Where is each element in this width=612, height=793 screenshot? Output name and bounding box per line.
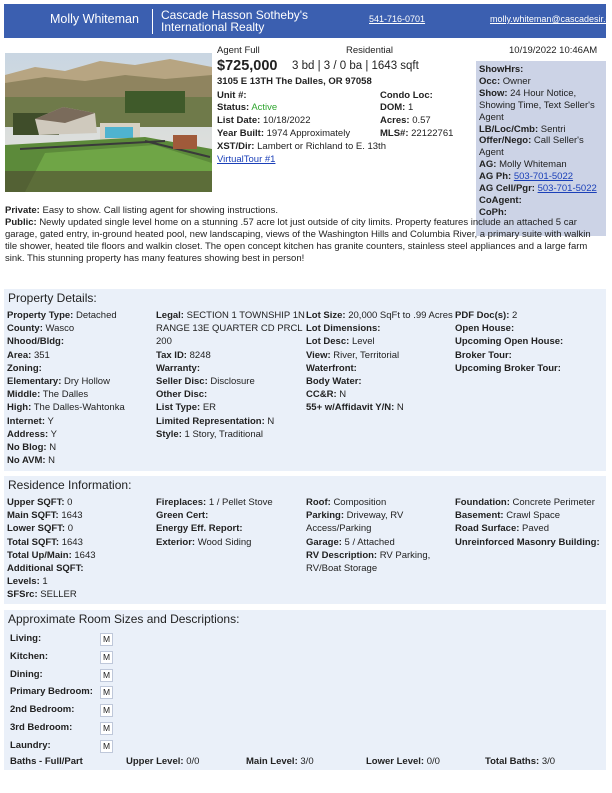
detail-row: Upper SQFT: 0 <box>7 497 73 508</box>
room-level-dining: M <box>100 669 113 682</box>
residence-col1 <box>7 496 157 602</box>
detail-row: View: River, Territorial <box>306 349 400 361</box>
list-date-value: 10/18/2022 <box>262 115 311 126</box>
detail-row: Upcoming Broker Tour: <box>455 362 561 374</box>
room-level-2nd-bedroom: M <box>100 704 113 717</box>
dom-value: 1 <box>407 102 414 113</box>
page-header <box>4 4 611 38</box>
basement-label: Basement: <box>455 510 504 522</box>
ag-ph-label: AG Ph: <box>479 171 512 183</box>
detail-row: Lot Desc: Level <box>306 336 375 348</box>
legal-label: Legal: <box>156 310 184 321</box>
detail-row: Levels: 1 <box>7 576 48 588</box>
status-label: Status: <box>217 102 250 113</box>
room-row-dining: Dining: <box>10 669 43 680</box>
detail-row: Seller Disc: Disclosure <box>156 376 255 388</box>
detail-row: SFSrc: SELLER <box>7 589 77 601</box>
detail-row: CC&R: N <box>306 389 347 401</box>
detail-row: Exterior: Wood Siding <box>156 536 252 548</box>
offer-value: Call Seller's Agent <box>479 135 584 159</box>
mls-value: 22122761 <box>411 128 454 139</box>
property-photo-image <box>5 53 212 192</box>
property-details-col1 <box>7 309 157 467</box>
dom-field <box>380 102 413 113</box>
private-label: Private: <box>5 205 40 216</box>
detail-row: Upcoming Open House: <box>455 336 564 348</box>
lb-label: LB/Loc/Cmb: <box>479 123 539 135</box>
lot-size-row <box>306 309 454 322</box>
property-address: 3105 E 13TH The Dalles, OR 97058 <box>217 76 372 87</box>
room-level-primary-bedroom: M <box>100 686 113 699</box>
baths-main: Main Level: 3/0 <box>246 756 314 767</box>
rv-value: RV Parking, RV/Boat Storage <box>306 549 431 575</box>
room-row-laundry: Laundry: <box>10 740 51 751</box>
status-field <box>217 102 277 113</box>
foundation-row <box>455 496 603 509</box>
acres-field <box>380 115 431 126</box>
list-date-field <box>217 115 310 126</box>
condo-label: Condo Loc: <box>380 90 433 101</box>
list-date-label: List Date: <box>217 115 261 126</box>
detail-row: Middle: The Dalles <box>7 389 89 401</box>
detail-row: County: Wasco <box>7 323 75 335</box>
legal-row <box>156 309 306 349</box>
basement-value: Crawl Space <box>506 510 561 522</box>
ag-phone-link[interactable]: 503-701-5022 <box>513 171 574 183</box>
status-badge: Active <box>251 102 278 113</box>
baths-label: Baths - Full/Part <box>10 756 83 767</box>
rv-label: RV Description: <box>306 549 378 561</box>
remarks <box>5 205 605 265</box>
detail-row: Property Type: Detached <box>7 310 117 321</box>
list-price: $725,000 <box>217 58 278 74</box>
detail-row: Additional SQFT: <box>7 563 84 575</box>
detail-row: Zoning: <box>7 362 42 374</box>
legal-value: SECTION 1 TOWNSHIP 1N RANGE 13E QUARTER CD PRCL 200 <box>156 310 305 348</box>
property-details-title: Property Details: <box>8 291 97 305</box>
public-remarks <box>5 217 605 265</box>
virtual-tour-link[interactable]: VirtualTour #1 <box>217 154 276 165</box>
occ-value: Owner <box>502 75 531 87</box>
private-remarks <box>5 205 605 217</box>
room-level-3rd-bedroom: M <box>100 722 113 735</box>
masonry-label: Unreinforced Masonry Building: <box>455 536 600 548</box>
rv-row <box>306 549 454 575</box>
road-row <box>455 522 603 535</box>
masonry-row <box>455 536 603 549</box>
mls-field <box>380 128 453 139</box>
detail-row: Nhood/Bldg: <box>7 336 64 348</box>
foundation-label: Foundation: <box>455 497 510 508</box>
roof-value: Composition <box>333 497 387 508</box>
garage-row <box>306 536 454 549</box>
baths-total: Total Baths: 3/0 <box>485 756 556 767</box>
property-details-section <box>4 289 606 471</box>
roof-row <box>306 496 454 509</box>
detail-row: Broker Tour: <box>455 349 512 361</box>
detail-row: Open House: <box>455 323 515 335</box>
detail-row: Total Up/Main: 1643 <box>7 549 96 561</box>
foundation-value: Concrete Perimeter <box>512 497 595 508</box>
mls-label: MLS#: <box>380 128 409 139</box>
basement-row <box>455 509 603 522</box>
parking-value: Driveway, RV Access/Parking <box>306 510 404 535</box>
detail-row: Lower SQFT: 0 <box>7 523 73 535</box>
agent-type: Agent Full <box>217 45 260 56</box>
year-built-field <box>217 128 350 139</box>
room-row-living: Living: <box>10 633 42 644</box>
residence-title: Residence Information: <box>8 478 132 492</box>
room-row-3rd-bedroom: 3rd Bedroom: <box>10 722 73 733</box>
lot-size-value: 20,000 SqFt to .99 Acres <box>348 310 453 321</box>
detail-row: No AVM: N <box>7 455 56 467</box>
header-brokerage: Cascade Hasson Sotheby's International Realty <box>161 8 309 34</box>
detail-row: Limited Representation: N <box>156 415 275 427</box>
property-details-col3 <box>306 309 454 415</box>
header-email-link[interactable]: molly.whiteman@cascadesir.c <box>490 14 611 24</box>
detail-row: Warranty: <box>156 362 200 374</box>
xst-value: Lambert or Richland to E. 13th <box>257 141 386 152</box>
room-row-primary-bedroom: Primary Bedroom: <box>10 686 93 697</box>
beds-baths-sqft: 3 bd | 3 / 0 ba | 1643 sqft <box>292 60 419 72</box>
detail-row: Waterfront: <box>306 362 357 374</box>
detail-row: Other Disc: <box>156 389 208 401</box>
parking-label: Parking: <box>306 510 345 522</box>
residence-section <box>4 476 606 604</box>
dom-label: DOM: <box>380 102 406 113</box>
ag-cell-label: AG Cell/Pgr: <box>479 183 535 195</box>
xst-label: XST/Dir: <box>217 141 255 152</box>
detail-row: PDF Doc(s): 2 <box>455 310 518 321</box>
detail-row: Internet: Y <box>7 415 54 427</box>
detail-row: No Blog: N <box>7 442 57 454</box>
detail-row: Elementary: Dry Hollow <box>7 376 110 388</box>
garage-label: Garage: <box>306 536 342 548</box>
rooms-title: Approximate Room Sizes and Descriptions: <box>8 612 240 626</box>
road-label: Road Surface: <box>455 523 520 535</box>
roof-label: Roof: <box>306 497 331 508</box>
detail-row: Energy Eff. Report: <box>156 523 243 535</box>
room-level-laundry: M <box>100 740 113 753</box>
detail-row: Address: Y <box>7 428 57 440</box>
residence-col3 <box>306 496 454 575</box>
baths-upper: Upper Level: 0/0 <box>126 756 200 767</box>
detail-row: Total SQFT: 1643 <box>7 536 83 548</box>
year-built-value: 1974 Approximately <box>266 128 351 139</box>
printed-timestamp: 10/19/2022 10:46AM <box>509 45 598 56</box>
ag-cell-link[interactable]: 503-701-5022 <box>537 183 597 195</box>
property-photo[interactable] <box>5 53 212 192</box>
residence-col4 <box>455 496 603 549</box>
property-class: Residential <box>346 45 393 56</box>
show-hrs-label: ShowHrs: <box>479 64 524 75</box>
unit-label: Unit #: <box>217 90 247 101</box>
private-text: Easy to show. Call listing agent for showing instructions. <box>42 205 279 216</box>
ag-label: AG: <box>479 159 497 171</box>
room-row-2nd-bedroom: 2nd Bedroom: <box>10 704 75 715</box>
property-details-col2 <box>156 309 306 441</box>
baths-lower: Lower Level: 0/0 <box>366 756 440 767</box>
room-level-kitchen: M <box>100 651 113 664</box>
rooms-section <box>4 610 606 770</box>
acres-value: 0.57 <box>412 115 431 126</box>
coph-label: CoPh: <box>479 206 507 218</box>
condo-field <box>380 90 433 101</box>
detail-row: Main SQFT: 1643 <box>7 510 83 522</box>
ag-value: Molly Whiteman <box>499 159 567 171</box>
detail-row: Lot Dimensions: <box>306 323 381 335</box>
header-phone-link[interactable]: 541-716-0701 <box>369 14 426 24</box>
detail-row: Fireplaces: 1 / Pellet Stove <box>156 497 273 508</box>
offer-label: Offer/Nego: <box>479 135 532 147</box>
public-text: Newly updated single level home on a stunning .57 acre lot just outside of city limits. Property features include an attached 5 car garage, gated entry, in-ground heated pool, new landscaping, views of the Washington Hills and Columbia River, a primary suite with walkin tile shower, heated tile floors and walkin closet. The open concept kitchen has granite counters, stainless steel appliances and a large farm sink. This stunning property has many features showing best in person! <box>5 216 591 264</box>
residence-col2 <box>156 496 306 549</box>
room-level-living: M <box>100 633 113 646</box>
road-value: Paved <box>522 523 549 535</box>
detail-row: Area: 351 <box>7 349 50 361</box>
detail-row: List Type: ER <box>156 402 217 414</box>
lb-value: Sentri <box>540 123 566 135</box>
show-value: 24 Hour Notice, Showing Time, Text Seller's Agent <box>479 87 595 123</box>
detail-row: Body Water: <box>306 376 362 388</box>
header-agent-name: Molly Whiteman <box>50 12 139 26</box>
xst-field <box>217 141 386 152</box>
public-label: Public: <box>5 216 37 228</box>
garage-value: 5 / Attached <box>344 536 395 548</box>
unit-field <box>217 90 247 101</box>
detail-row: High: The Dalles-Wahtonka <box>7 402 125 414</box>
lot-size-label: Lot Size: <box>306 310 346 321</box>
coagent-label: CoAgent: <box>479 194 522 206</box>
property-details-col4 <box>455 309 603 375</box>
detail-row: 55+ w/Affidavit Y/N: N <box>306 402 404 414</box>
acres-label: Acres: <box>380 115 410 126</box>
show-label: Show: <box>479 87 508 99</box>
detail-row: Style: 1 Story, Traditional <box>156 428 264 440</box>
occ-label: Occ: <box>479 75 501 87</box>
year-built-label: Year Built: <box>217 128 264 139</box>
room-row-kitchen: Kitchen: <box>10 651 48 662</box>
detail-row: Tax ID: 8248 <box>156 349 211 361</box>
parking-row <box>306 509 454 535</box>
detail-row: Green Cert: <box>156 510 209 522</box>
header-divider <box>152 9 153 34</box>
